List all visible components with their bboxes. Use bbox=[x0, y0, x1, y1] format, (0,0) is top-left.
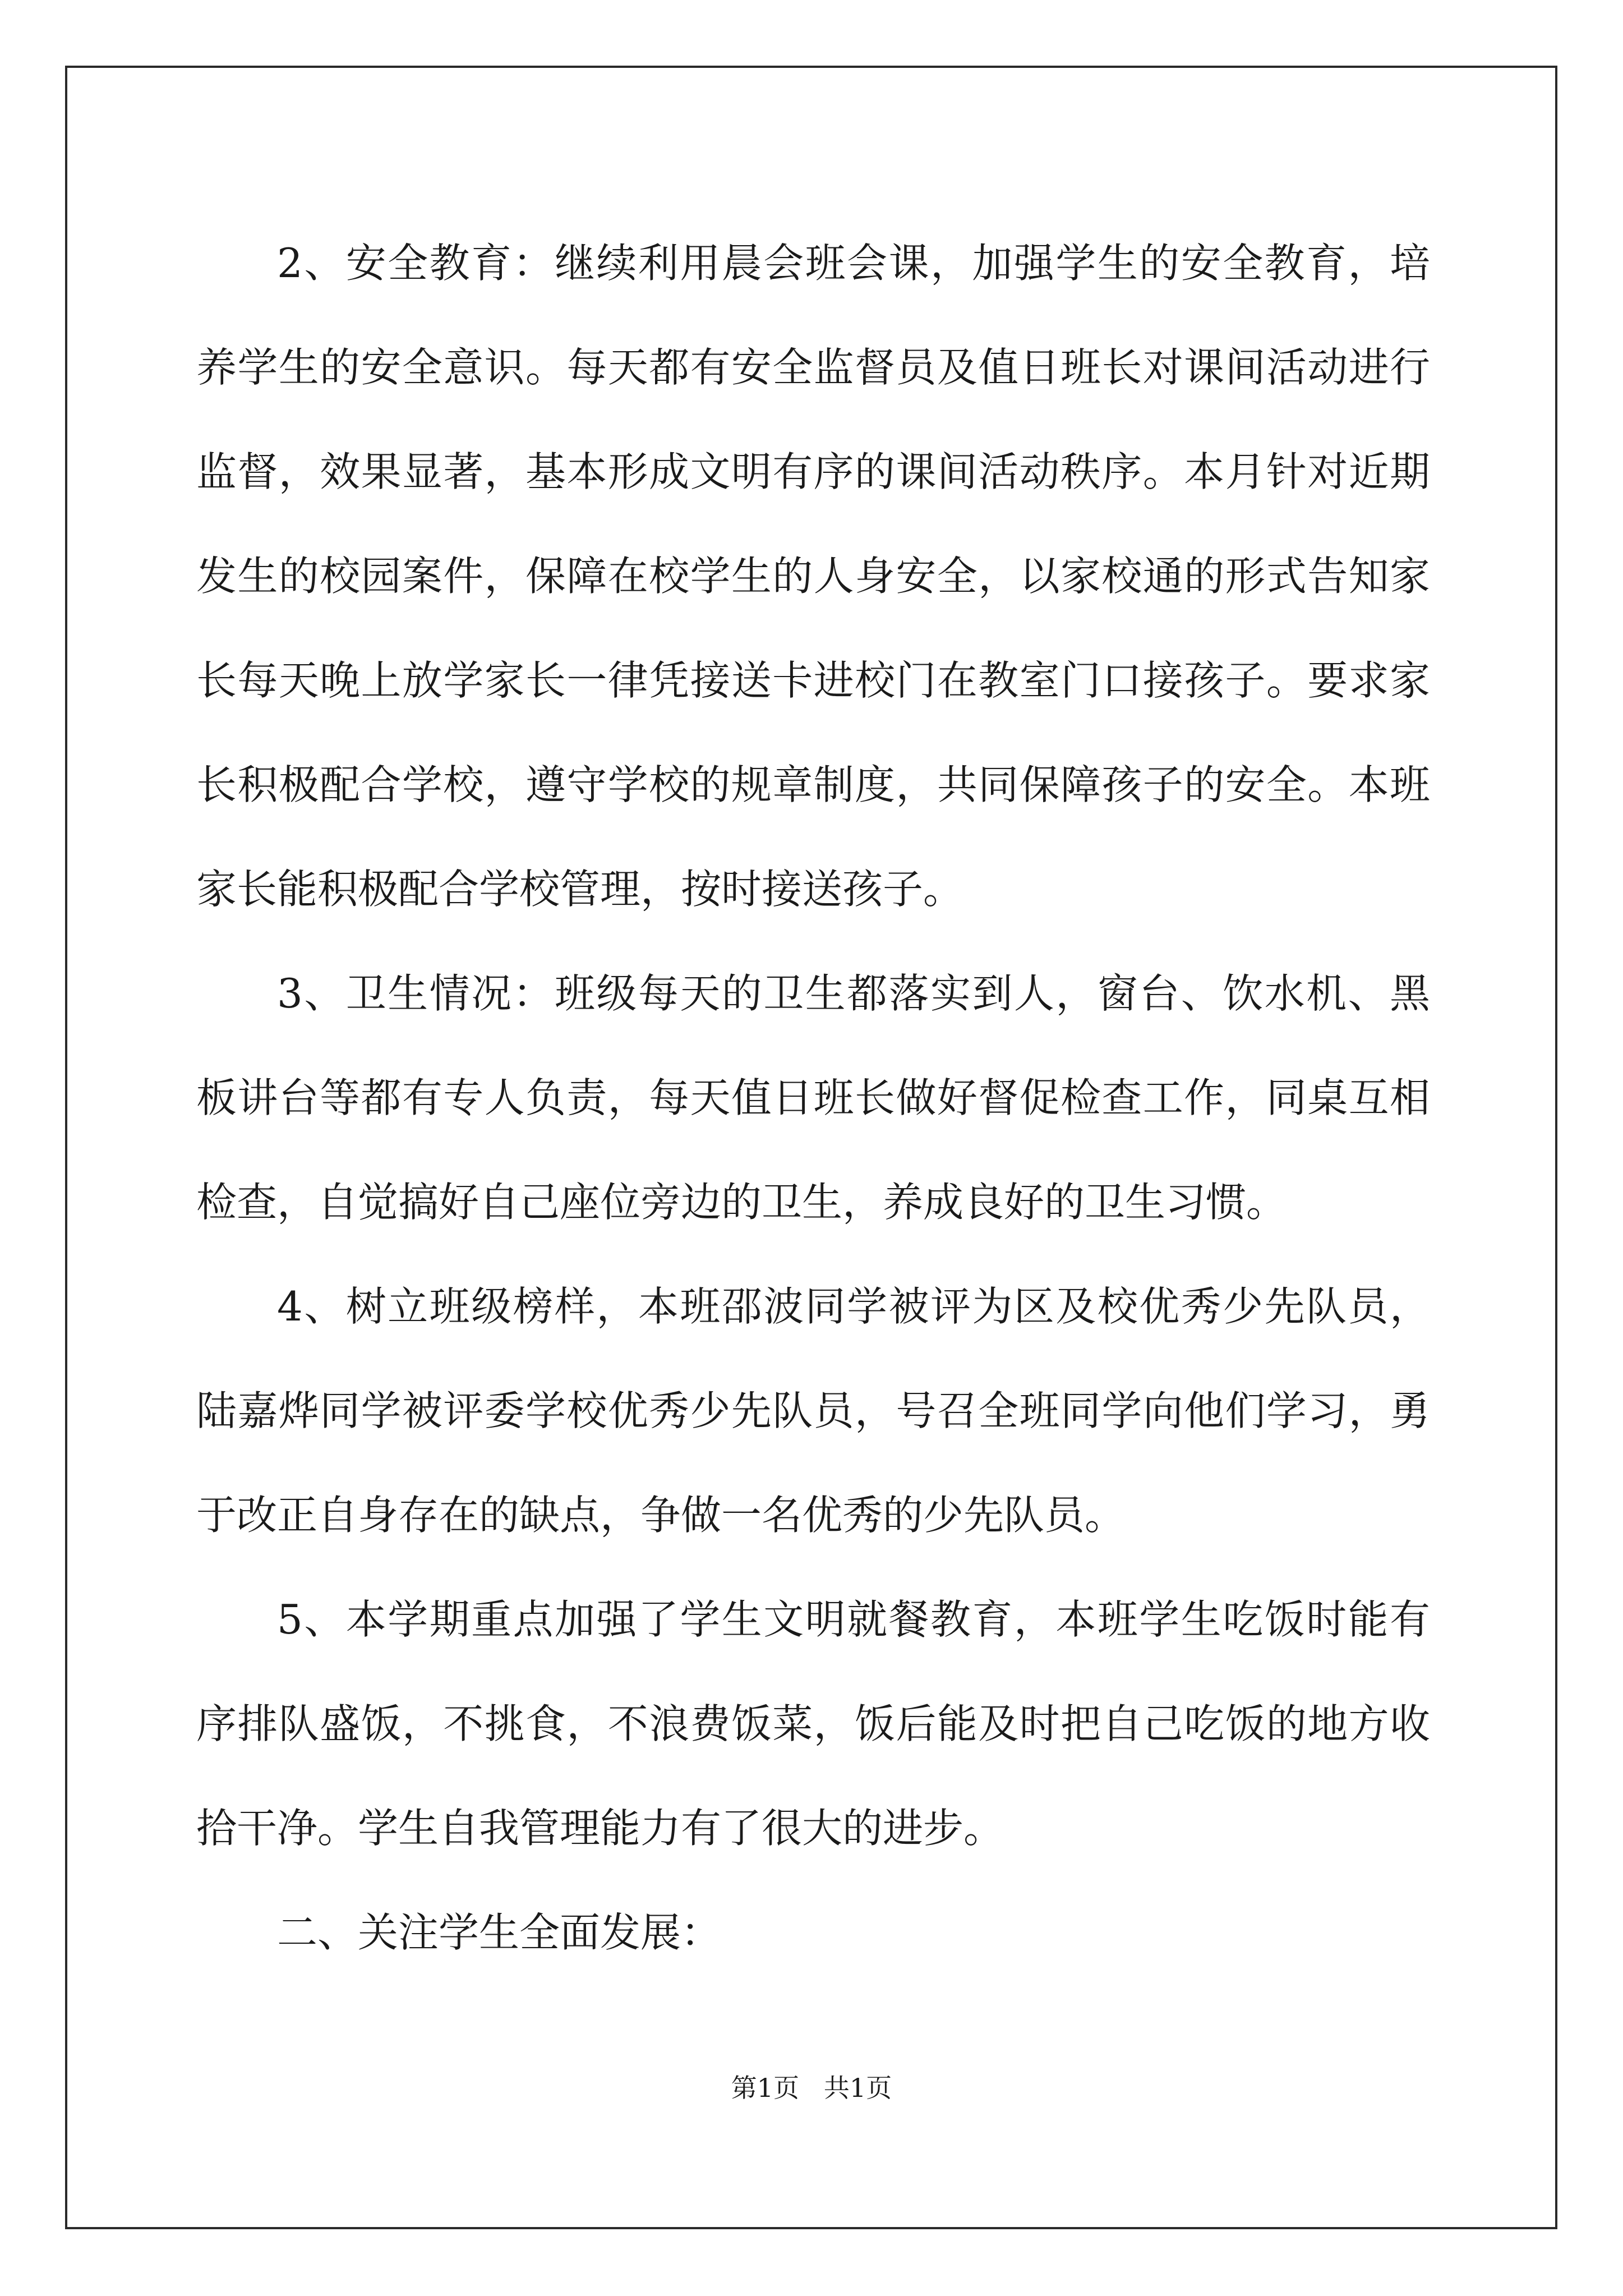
paragraph-role-models: 4、树立班级榜样，本班邵波同学被评为区及校优秀少先队员，陆嘉烨同学被评委学校优秀少先队员，号召全班同学向他们学习，勇于改正自身存在的缺点，争做一名优秀的少先队员。 bbox=[196, 1283, 1430, 1539]
page-number-footer: 第1页 共1页 bbox=[731, 2073, 892, 2103]
section-heading-development: 二、关注学生全面发展： bbox=[277, 1909, 722, 1956]
paragraph-dining-education: 5、本学期重点加强了学生文明就餐教育，本班学生吃饭时能有序排队盛饭，不挑食，不浪费饭菜，饭后能及时把自己吃饭的地方收拾干净。学生自我管理能力有了很大的进步。 bbox=[196, 1596, 1430, 1852]
paragraph-hygiene: 3、卫生情况：班级每天的卫生都落实到人，窗台、饮水机、黑板讲台等都有专人负责，每天值日班长做好督促检查工作，同桌互相检查，自觉搞好自己座位旁边的卫生，养成良好的卫生习惯。 bbox=[196, 970, 1430, 1226]
document-body bbox=[196, 211, 1430, 1985]
paragraph-safety-education: 2、安全教育：继续利用晨会班会课，加强学生的安全教育，培养学生的安全意识。每天都有安全监督员及值日班长对课间活动进行监督，效果显著，基本形成文明有序的课间活动秩序。本月针对近期发生的校园案件，保障在校学生的人身安全，以家校通的形式告知家长每天晚上放学家长一律凭接送卡进校门在教室门口接孩子。要求家长积极配合学校，遵守学校的规章制度，共同保障孩子的安全。本班家长能积极配合学校管理，按时接送孩子。 bbox=[196, 240, 1430, 913]
